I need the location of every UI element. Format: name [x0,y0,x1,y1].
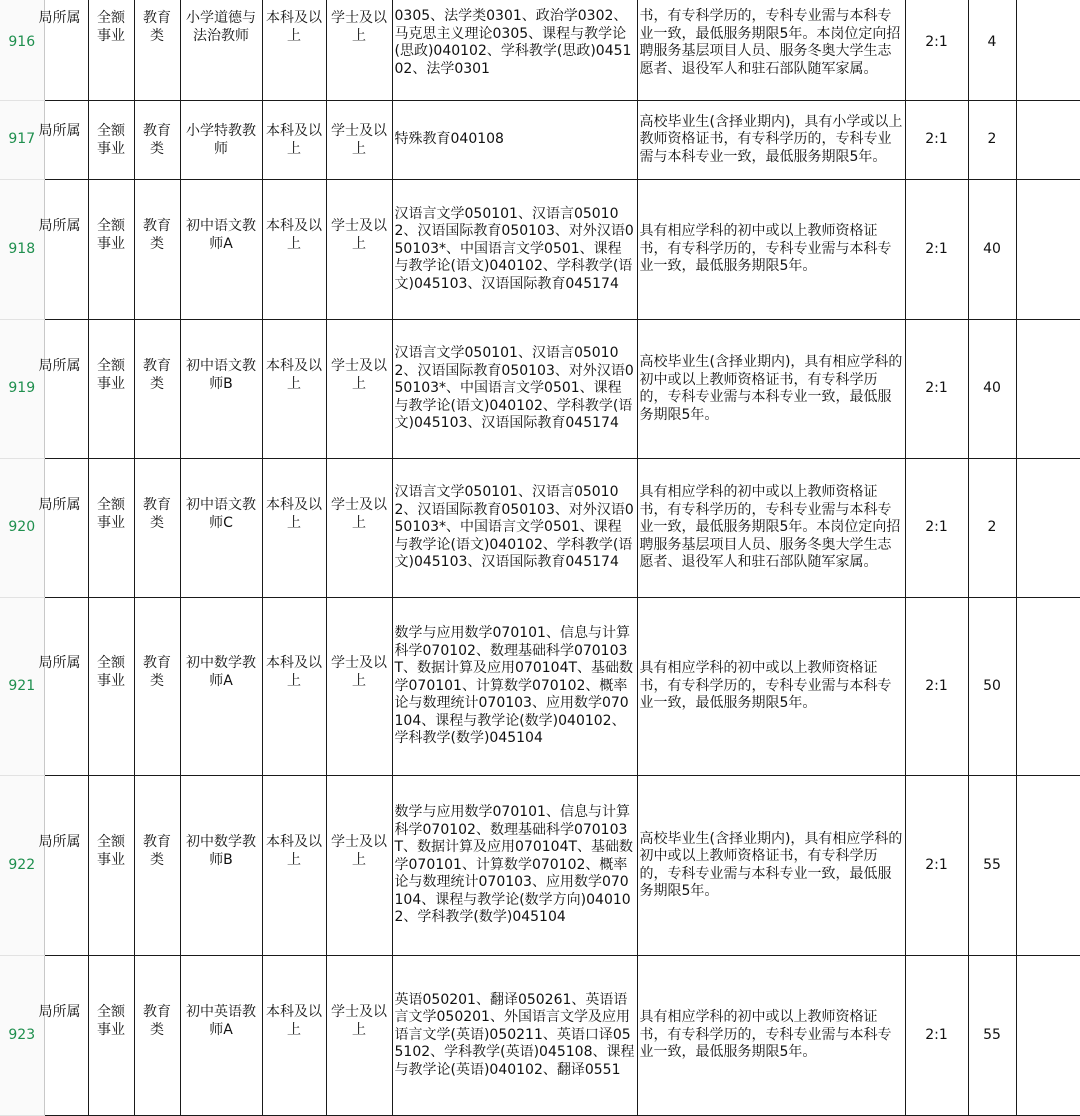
empty-cell[interactable] [1016,956,1080,1116]
requirements-cell[interactable]: 书，有专科学历的，专科专业需与本科专业一致，最低服务期限5年。本岗位定向招聘服务基层项目人员、服务冬奥大学生志愿者、退役军人和驻石部队随军家属。 [637,0,905,101]
category-cell[interactable]: 教育类 [134,776,180,956]
education-cell[interactable]: 本科及以上 [262,459,326,598]
unit-cell-text: 局所属 [38,358,81,374]
category-cell[interactable]: 教育类 [134,0,180,101]
empty-cell[interactable] [1016,320,1080,459]
major-cell[interactable]: 英语050201、翻译050261、英语语言文学050201、外国语言文学及应用语言文学(英语)050211、英语口译055102、学科教学(英语)045108、课程与教学论(英语)040102、翻译0551 [392,956,637,1116]
row-number[interactable]: 916 [0,0,44,101]
nature-cell[interactable]: 全额事业 [88,459,134,598]
table-row [0,598,1080,776]
nature-cell[interactable]: 全额事业 [88,598,134,776]
position-cell[interactable]: 小学特教教师 [180,101,262,180]
empty-cell[interactable] [1016,598,1080,776]
row-number[interactable]: 921 [0,598,44,776]
major-cell[interactable]: 数学与应用数学070101、信息与计算科学070102、数理基础科学070103T、数据计算及应用070104T、基础数学070101、计算数学070102、概率论与数理统计070103、应用数学070104、课程与教学论(数学方向)040102、学科教学(数学)045104 [392,776,637,956]
unit-cell[interactable] [38,776,88,956]
requirements-cell[interactable]: 具有相应学科的初中或以上教师资格证书，有专科学历的，专科专业需与本科专业一致，最低服务期限5年。 [637,598,905,776]
table-row [0,180,1080,320]
degree-cell[interactable]: 学士及以上 [326,598,392,776]
degree-cell[interactable]: 学士及以上 [326,320,392,459]
unit-cell[interactable] [38,956,88,1116]
degree-cell[interactable]: 学士及以上 [326,0,392,101]
major-cell[interactable]: 数学与应用数学070101、信息与计算科学070102、数理基础科学070103T、数据计算及应用070104T、基础数学070101、计算数学070102、概率论与数理统计070103、应用数学070104、课程与教学论(数学)040102、学科教学(数学)045104 [392,598,637,776]
ratio-cell[interactable]: 2:1 [905,598,968,776]
unit-cell-text: 局所属 [38,834,81,850]
requirements-cell[interactable]: 具有相应学科的初中或以上教师资格证书，有专科学历的，专科专业需与本科专业一致，最低服务期限5年。 [637,956,905,1116]
table-row [0,776,1080,956]
nature-cell[interactable]: 全额事业 [88,101,134,180]
row-number[interactable]: 923 [0,956,44,1116]
education-cell[interactable]: 本科及以上 [262,598,326,776]
count-cell[interactable]: 2 [968,101,1016,180]
category-cell[interactable]: 教育类 [134,956,180,1116]
table-row [0,0,1080,101]
requirements-cell[interactable]: 高校毕业生(含择业期内)，具有小学或以上教师资格证书，有专科学历的，专科专业需与本科专业一致，最低服务期限5年。 [637,101,905,180]
nature-cell[interactable]: 全额事业 [88,0,134,101]
position-cell[interactable]: 初中语文教师C [180,459,262,598]
nature-cell[interactable]: 全额事业 [88,320,134,459]
degree-cell[interactable]: 学士及以上 [326,956,392,1116]
unit-cell-text: 局所属 [38,497,81,513]
degree-cell[interactable]: 学士及以上 [326,101,392,180]
education-cell[interactable]: 本科及以上 [262,956,326,1116]
count-cell[interactable]: 40 [968,320,1016,459]
major-cell[interactable]: 0305、法学类0301、政治学0302、马克思主义理论0305、课程与教学论(思政)040102、学科教学(思政)045102、法学0301 [392,0,637,101]
unit-cell[interactable] [38,180,88,320]
count-cell[interactable]: 4 [968,0,1016,101]
education-cell[interactable]: 本科及以上 [262,180,326,320]
category-cell[interactable]: 教育类 [134,459,180,598]
unit-cell[interactable] [38,598,88,776]
major-cell[interactable]: 特殊教育040108 [392,101,637,180]
table-row [0,956,1080,1116]
row-number[interactable]: 920 [0,459,44,598]
unit-cell[interactable] [38,459,88,598]
education-cell[interactable]: 本科及以上 [262,776,326,956]
category-cell[interactable]: 教育类 [134,320,180,459]
unit-cell[interactable] [38,0,88,101]
empty-cell[interactable] [1016,101,1080,180]
position-cell[interactable]: 初中语文教师B [180,320,262,459]
position-cell[interactable]: 初中数学教师B [180,776,262,956]
education-cell[interactable]: 本科及以上 [262,101,326,180]
nature-cell[interactable]: 全额事业 [88,776,134,956]
ratio-cell[interactable]: 2:1 [905,101,968,180]
category-cell[interactable]: 教育类 [134,101,180,180]
count-cell[interactable]: 50 [968,598,1016,776]
empty-cell[interactable] [1016,459,1080,598]
count-cell[interactable]: 40 [968,180,1016,320]
major-cell[interactable]: 汉语言文学050101、汉语言050102、汉语国际教育050103、对外汉语050103*、中国语言文学0501、课程与教学论(语文)040102、学科教学(语文)045103、汉语国际教育045174 [392,180,637,320]
education-cell[interactable]: 本科及以上 [262,320,326,459]
unit-cell-text: 局所属 [38,1004,81,1020]
position-cell[interactable]: 初中语文教师A [180,180,262,320]
table-row [0,101,1080,180]
row-number[interactable]: 919 [0,320,44,459]
ratio-cell[interactable]: 2:1 [905,956,968,1116]
position-cell[interactable]: 小学道德与法治教师 [180,0,262,101]
unit-cell-text: 局所属 [38,218,81,234]
major-cell[interactable]: 汉语言文学050101、汉语言050102、汉语国际教育050103、对外汉语050103*、中国语言文学0501、课程与教学论(语文)040102、学科教学(语文)045103、汉语国际教育045174 [392,320,637,459]
table-row [0,459,1080,598]
count-cell[interactable]: 55 [968,776,1016,956]
unit-cell-text: 局所属 [38,123,81,139]
position-cell[interactable]: 初中英语教师A [180,956,262,1116]
ratio-cell[interactable]: 2:1 [905,776,968,956]
major-cell[interactable]: 汉语言文学050101、汉语言050102、汉语国际教育050103、对外汉语050103*、中国语言文学0501、课程与教学论(语文)040102、学科教学(语文)045103、汉语国际教育045174 [392,459,637,598]
nature-cell[interactable]: 全额事业 [88,180,134,320]
row-number[interactable]: 917 [0,101,44,180]
position-cell[interactable]: 初中数学教师A [180,598,262,776]
requirements-cell[interactable]: 具有相应学科的初中或以上教师资格证书，有专科学历的，专科专业需与本科专业一致，最低服务期限5年。本岗位定向招聘服务基层项目人员、服务冬奥大学生志愿者、退役军人和驻石部队随军家属。 [637,459,905,598]
degree-cell[interactable]: 学士及以上 [326,776,392,956]
unit-cell-text: 局所属 [38,10,81,26]
category-cell[interactable]: 教育类 [134,598,180,776]
unit-cell[interactable] [38,320,88,459]
requirements-cell[interactable]: 高校毕业生(含择业期内)，具有相应学科的初中或以上教师资格证书，有专科学历的，专科专业需与本科专业一致，最低服务期限5年。 [637,320,905,459]
unit-cell[interactable] [38,101,88,180]
ratio-cell[interactable]: 2:1 [905,320,968,459]
ratio-cell[interactable]: 2:1 [905,180,968,320]
empty-cell[interactable] [1016,180,1080,320]
ratio-cell[interactable]: 2:1 [905,459,968,598]
table-row [0,320,1080,459]
degree-cell[interactable]: 学士及以上 [326,459,392,598]
row-number[interactable]: 922 [0,776,44,956]
count-cell[interactable]: 55 [968,956,1016,1116]
count-cell[interactable]: 2 [968,459,1016,598]
requirements-cell[interactable]: 具有相应学科的初中或以上教师资格证书，有专科学历的，专科专业需与本科专业一致，最低服务期限5年。 [637,180,905,320]
degree-cell[interactable]: 学士及以上 [326,180,392,320]
empty-cell[interactable] [1016,0,1080,101]
row-number[interactable]: 918 [0,180,44,320]
nature-cell[interactable]: 全额事业 [88,956,134,1116]
empty-cell[interactable] [1016,776,1080,956]
ratio-cell[interactable]: 2:1 [905,0,968,101]
requirements-cell[interactable]: 高校毕业生(含择业期内)，具有相应学科的初中或以上教师资格证书，有专科学历的，专科专业需与本科专业一致，最低服务期限5年。 [637,776,905,956]
category-cell[interactable]: 教育类 [134,180,180,320]
unit-cell-text: 局所属 [38,655,81,671]
education-cell[interactable]: 本科及以上 [262,0,326,101]
